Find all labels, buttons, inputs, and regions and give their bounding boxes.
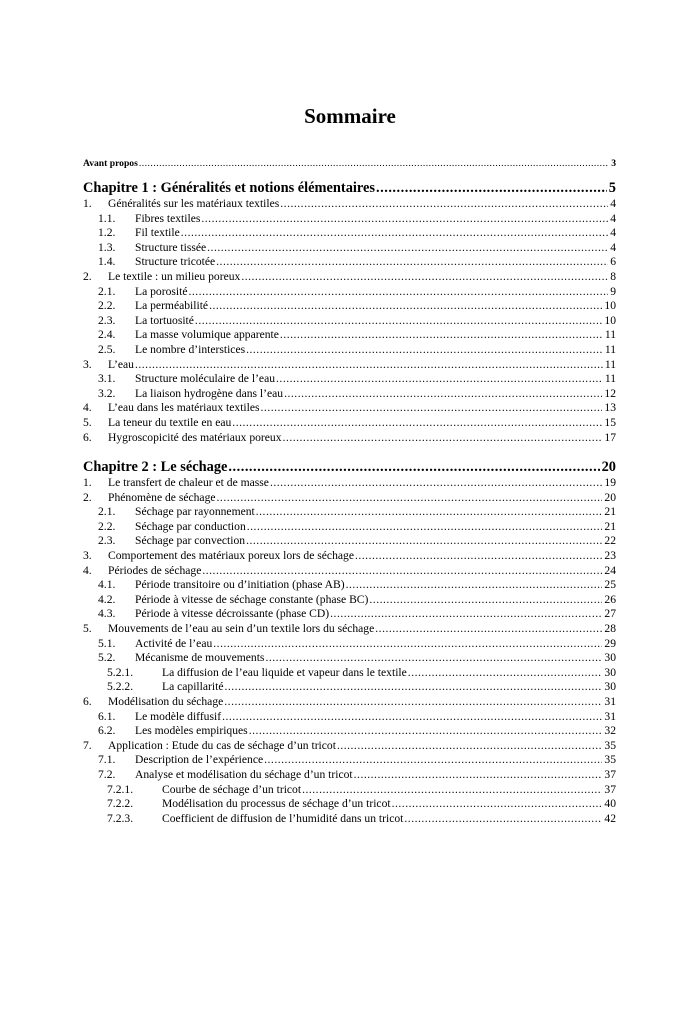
toc-entry[interactable] [83, 797, 616, 812]
toc-entry[interactable] [83, 593, 616, 608]
toc-leader-dots [355, 549, 602, 564]
toc-page-number: 35 [604, 753, 616, 767]
toc-entry[interactable] [83, 812, 616, 827]
toc-entry[interactable] [83, 212, 616, 227]
toc-entry-number: 1.1. [98, 211, 116, 225]
toc-entry[interactable] [83, 299, 616, 314]
toc-entry-number: 2.2. [98, 299, 116, 313]
toc-entry[interactable] [83, 622, 616, 637]
toc-entry-number: 6. [83, 695, 92, 708]
toc-leader-dots [247, 520, 603, 535]
toc-label: Période transitoire ou d’initiation (phase AB) [135, 578, 345, 592]
toc-leader-dots [392, 797, 603, 812]
toc-page-number: 28 [604, 622, 616, 636]
toc-entry[interactable] [83, 343, 616, 358]
toc-leader-dots [195, 314, 602, 329]
toc-entry[interactable] [83, 768, 616, 783]
toc-page-number: 19 [604, 476, 616, 490]
toc-label: La masse volumique apparente [135, 328, 279, 342]
toc-entry[interactable] [83, 285, 616, 300]
toc-entry[interactable] [83, 387, 616, 402]
toc-entry-number: 4. [83, 563, 92, 577]
toc-label: Hygroscopicité des matériaux poreux [108, 430, 282, 444]
toc-page-number: 11 [604, 342, 616, 356]
toc-label: Le transfert de chaleur et de masse [108, 476, 269, 490]
toc-label: Généralités sur les matériaux textiles [108, 197, 280, 210]
toc-page-number: 21 [604, 505, 616, 519]
toc-label: Fil textile [135, 226, 180, 240]
toc-label: Périodes de séchage [108, 563, 202, 577]
toc-avant-propos[interactable] [83, 157, 616, 171]
toc-entry[interactable] [83, 416, 616, 431]
toc-entry-number: 2. [83, 269, 92, 283]
toc-page-number: 9 [610, 284, 616, 298]
toc-label: Période à vitesse de séchage constante (phase BC) [135, 592, 369, 606]
toc-page-number: 30 [604, 665, 616, 679]
toc-chapter-heading[interactable] [83, 459, 616, 476]
toc-label: Modélisation du processus de séchage d’un tricot [162, 797, 391, 811]
toc-page-number: 23 [604, 549, 616, 563]
toc-entry-number: 7.2.1. [107, 782, 134, 796]
toc-leader-dots [354, 768, 603, 783]
toc-leader-dots [280, 328, 603, 343]
toc-page-number: 6 [610, 255, 616, 269]
toc-page-number: 20 [604, 490, 616, 504]
toc-page-number: 30 [604, 651, 616, 665]
toc-entry-number: 1.4. [98, 255, 116, 269]
toc-entry-number: 3. [83, 357, 92, 371]
toc-entry-number: 1. [83, 197, 92, 210]
toc-leader-dots [232, 416, 602, 431]
toc-page-number: 32 [604, 724, 616, 738]
toc-entry-number: 5.1. [98, 636, 116, 650]
toc-page-number: 13 [604, 401, 616, 415]
toc-page-number: 17 [604, 430, 616, 444]
toc-entry[interactable] [83, 431, 616, 446]
toc-leader-dots [241, 270, 608, 285]
toc-page-number: 24 [604, 563, 616, 577]
toc-entry-number: 1.2. [98, 226, 116, 240]
toc-label: Le modèle diffusif [135, 709, 222, 723]
toc-label: Modélisation du séchage [108, 695, 224, 708]
toc-entry-number: 3.1. [98, 372, 116, 386]
toc-entry[interactable] [83, 520, 616, 535]
toc-label: Avant propos [83, 158, 138, 169]
toc-page-number: 21 [604, 519, 616, 533]
toc-entry-number: 6.2. [98, 724, 116, 738]
toc-label: Application : Etude du cas de séchage d’un tricot [108, 738, 336, 752]
toc-leader-dots [276, 372, 603, 387]
toc-page-number: 11 [604, 372, 616, 386]
toc-entry[interactable] [83, 607, 616, 622]
toc-label: Courbe de séchage d’un tricot [162, 782, 302, 796]
toc-label: L’eau [108, 357, 134, 371]
toc-leader-dots [213, 637, 602, 652]
toc-label: La diffusion de l’eau liquide et vapeur dans le textile [162, 665, 407, 679]
toc-entry-number: 2.3. [98, 313, 116, 327]
toc-entry-number: 2.1. [98, 505, 116, 519]
toc-leader-dots [181, 226, 608, 241]
toc-page-number: 4 [610, 211, 616, 225]
toc-leader-dots [280, 197, 608, 212]
toc-entry-number: 7.1. [98, 753, 116, 767]
toc-page-number: 5 [608, 180, 616, 196]
toc-entry[interactable] [83, 651, 616, 666]
toc-leader-dots [256, 505, 603, 520]
toc-label: Phénomène de séchage [108, 490, 216, 504]
toc-leader-dots [408, 666, 603, 681]
toc-entry-number: 2. [83, 490, 92, 504]
toc-leader-dots [202, 564, 602, 579]
toc-leader-dots [375, 622, 602, 637]
toc-entry[interactable] [83, 476, 616, 491]
toc-leader-dots [188, 285, 608, 300]
toc-entry[interactable] [83, 270, 616, 285]
toc-label: Description de l’expérience [135, 753, 264, 767]
toc-entry-number: 5.2.1. [107, 665, 134, 679]
toc-leader-dots [246, 343, 603, 358]
toc-chapter-heading[interactable] [83, 180, 616, 197]
toc-page-number: 12 [604, 386, 616, 400]
toc-entry[interactable] [83, 372, 616, 387]
toc-entry-number: 4.1. [98, 578, 116, 592]
toc-entry[interactable] [83, 783, 616, 798]
toc-leader-dots [337, 739, 602, 754]
toc-page-number: 31 [604, 695, 616, 708]
toc-page-number: 42 [604, 811, 616, 825]
toc-leader-dots [228, 459, 599, 476]
toc-leader-dots [283, 431, 603, 446]
toc-page-number: 11 [604, 328, 616, 342]
toc-label: Fibres textiles [135, 211, 201, 225]
toc-entry-number: 5. [83, 622, 92, 636]
toc-leader-dots [216, 255, 608, 270]
toc-leader-dots [135, 358, 603, 373]
toc-page-number: 3 [611, 158, 616, 169]
toc-leader-dots [224, 695, 602, 710]
toc-page-number: 4 [610, 240, 616, 254]
toc-leader-dots [284, 387, 602, 402]
toc-label: Structure moléculaire de l’eau [135, 372, 276, 386]
toc-entry[interactable] [83, 255, 616, 270]
toc-leader-dots [209, 299, 602, 314]
toc-entry[interactable] [83, 328, 616, 343]
toc-label: Le textile : un milieu poreux [108, 269, 241, 283]
toc-leader-dots [270, 476, 602, 491]
toc-entry-number: 2.2. [98, 519, 116, 533]
toc-label: Séchage par convection [135, 534, 246, 548]
toc-page-number: 4 [610, 226, 616, 240]
toc-entry-number: 4.2. [98, 592, 116, 606]
toc-leader-dots [302, 783, 602, 798]
toc-page-number: 25 [604, 578, 616, 592]
page-title: Sommaire [304, 104, 396, 128]
toc-entry[interactable] [83, 226, 616, 241]
toc-entry[interactable] [83, 695, 616, 710]
toc-leader-dots [246, 534, 602, 549]
toc-entry[interactable] [83, 710, 616, 725]
toc-entry[interactable] [83, 241, 616, 256]
table-of-contents [83, 157, 616, 826]
toc-leader-dots [222, 710, 602, 725]
toc-page-number: 31 [604, 709, 616, 723]
toc-page-number: 20 [601, 459, 616, 476]
toc-entry[interactable] [83, 197, 616, 212]
toc-label: Comportement des matériaux poreux lors de séchage [108, 549, 354, 563]
toc-entry[interactable] [83, 637, 616, 652]
toc-entry[interactable] [83, 358, 616, 373]
toc-entry-number: 7. [83, 738, 92, 752]
toc-label: La porosité [135, 284, 188, 298]
toc-entry-number: 2.5. [98, 342, 116, 356]
toc-page-number: 22 [604, 534, 616, 548]
toc-entry[interactable] [83, 505, 616, 520]
toc-label: La tortuosité [135, 313, 194, 327]
toc-page-number: 29 [604, 636, 616, 650]
toc-page-number: 8 [610, 269, 616, 283]
toc-page-number: 27 [604, 607, 616, 621]
toc-page-number: 35 [604, 738, 616, 752]
toc-leader-dots [264, 753, 602, 768]
toc-entry-number: 1.3. [98, 240, 116, 254]
toc-leader-dots [376, 180, 607, 197]
toc-page-number: 37 [604, 782, 616, 796]
toc-entry-number: 6.1. [98, 709, 116, 723]
toc-entry[interactable] [83, 666, 616, 681]
toc-label: La teneur du textile en eau [108, 415, 232, 429]
toc-entry-number: 2.4. [98, 328, 116, 342]
toc-leader-dots [217, 491, 603, 506]
toc-entry[interactable] [83, 724, 616, 739]
toc-entry-number: 5.2.2. [107, 680, 134, 694]
toc-entry[interactable] [83, 491, 616, 506]
toc-leader-dots [139, 157, 609, 171]
toc-entry[interactable] [83, 680, 616, 695]
toc-leader-dots [404, 812, 602, 827]
toc-label: Mécanisme de mouvements [135, 651, 265, 665]
toc-entry[interactable] [83, 534, 616, 549]
toc-entry-number: 5.2. [98, 651, 116, 665]
toc-page-number: 37 [604, 767, 616, 781]
toc-page-number: 15 [604, 415, 616, 429]
toc-entry[interactable] [83, 578, 616, 593]
toc-leader-dots [201, 212, 608, 227]
toc-page-number: 30 [604, 680, 616, 694]
toc-label: Le nombre d’interstices [135, 342, 246, 356]
toc-label: La perméabilité [135, 299, 209, 313]
toc-page-number: 4 [610, 197, 616, 210]
toc-entry-number: 4. [83, 401, 92, 415]
toc-page-number: 26 [604, 592, 616, 606]
toc-leader-dots [224, 680, 602, 695]
toc-label: Coefficient de diffusion de l’humidité dans un tricot [162, 811, 404, 825]
toc-page-number: 11 [604, 357, 616, 371]
toc-label: Les modèles empiriques [135, 724, 248, 738]
toc-entry-number: 2.1. [98, 284, 116, 298]
toc-label: La capillarité [162, 680, 224, 694]
toc-page-number: 10 [604, 313, 616, 327]
toc-entry-number: 5. [83, 415, 92, 429]
toc-entry-number: 7.2. [98, 767, 116, 781]
toc-label: Période à vitesse décroissante (phase CD) [135, 607, 330, 621]
toc-leader-dots [265, 651, 602, 666]
toc-label: Chapitre 1 : Généralités et notions élémentaires [83, 180, 376, 196]
toc-label: Séchage par rayonnement [135, 505, 255, 519]
toc-label: Séchage par conduction [135, 519, 246, 533]
toc-leader-dots [261, 401, 603, 416]
toc-page-number: 40 [604, 797, 616, 811]
toc-leader-dots [346, 578, 603, 593]
toc-label: L’eau dans les matériaux textiles [108, 401, 260, 415]
toc-label: Structure tissée [135, 240, 207, 254]
toc-leader-dots [369, 593, 602, 608]
toc-entry[interactable] [83, 401, 616, 416]
toc-entry-number: 3.2. [98, 386, 116, 400]
toc-entry[interactable] [83, 753, 616, 768]
toc-label: Structure tricotée [135, 255, 216, 269]
toc-entry-number: 7.2.3. [107, 811, 134, 825]
toc-entry-number: 2.3. [98, 534, 116, 548]
toc-leader-dots [330, 607, 602, 622]
toc-entry-number: 3. [83, 549, 92, 563]
toc-entry[interactable] [83, 549, 616, 564]
toc-label: Analyse et modélisation du séchage d’un tricot [135, 767, 353, 781]
toc-label: Activité de l’eau [135, 636, 213, 650]
toc-entry-number: 4.3. [98, 607, 116, 621]
toc-label: Mouvements de l’eau au sein d’un textile lors du séchage [108, 622, 375, 636]
toc-entry[interactable] [83, 564, 616, 579]
toc-label: Chapitre 2 : Le séchage [83, 459, 228, 476]
toc-leader-dots [207, 241, 608, 256]
toc-entry-number: 6. [83, 430, 92, 444]
toc-entry[interactable] [83, 739, 616, 754]
toc-entry-number: 1. [83, 476, 92, 490]
toc-entry-number: 7.2.2. [107, 797, 134, 811]
toc-page-number: 10 [604, 299, 616, 313]
toc-entry[interactable] [83, 314, 616, 329]
toc-label: La liaison hydrogène dans l’eau [135, 386, 284, 400]
toc-leader-dots [249, 724, 603, 739]
